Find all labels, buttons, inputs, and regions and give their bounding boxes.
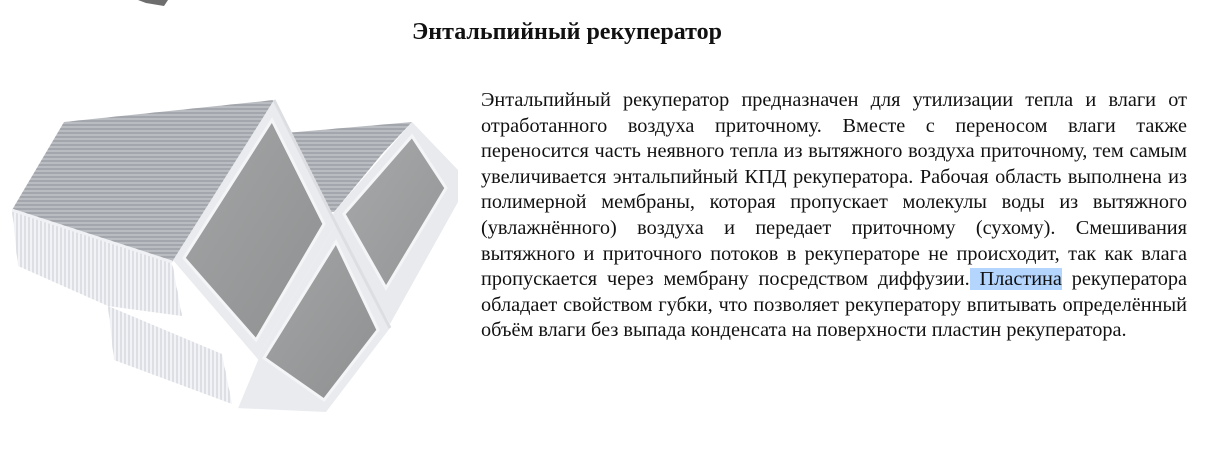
selected-word-highlight[interactable]: Пластина (969, 268, 1062, 291)
cropped-image-fragment (138, 0, 168, 8)
paragraph-text-continued: рекуператора обладает свойством губки, что позволяет рекуператору впитывать определённый объём влаги без выпада конденсата на поверхности пластин рекуператора. (481, 268, 1187, 342)
enthalpy-recuperator-photo (12, 92, 468, 420)
paragraph-text: Энтальпийный рекуператор предназначен для утилизации тепла и влаги от отработанного воздуха приточному. Вместе с переносом влаги также переносится часть неявного тепла из вытяжного воздуха приточному, тем самым увеличивается энтальпийный КПД рекуператора. Рабочая область выполнена из полимерной мембраны, которая пропускает молекулы воды из вытяжного (увлажнённого) воздуха и передает приточному (сухому). Смешивания вытяжного и приточного потоков в рекуператоре не происходит, так как влага пропускается через мембрану посредством диффузии. (481, 89, 1187, 291)
description-paragraph (481, 88, 1187, 344)
document-title: Энтальпийный рекуператор (412, 19, 722, 45)
